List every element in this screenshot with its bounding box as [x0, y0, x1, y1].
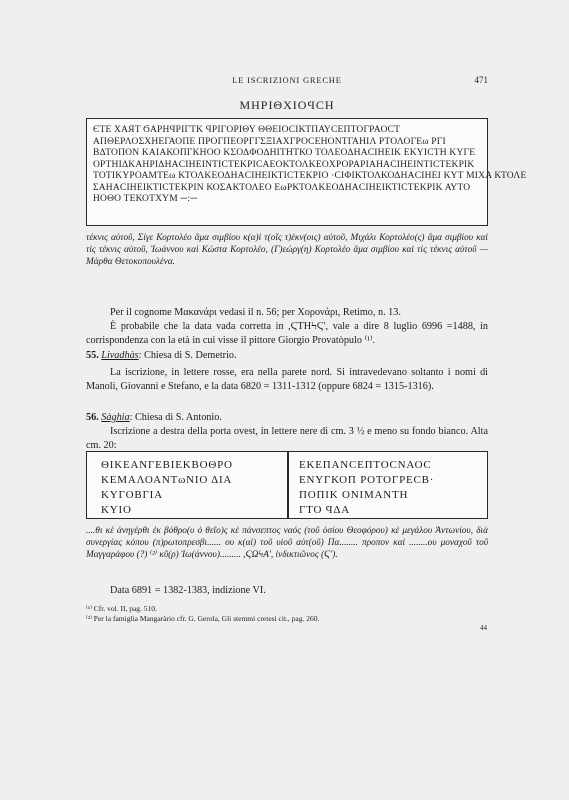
inscription-2-divider: [287, 452, 289, 518]
running-header: [86, 75, 488, 89]
signature-mark: 44: [480, 624, 487, 632]
section-56-place: Sàghia: [101, 412, 130, 423]
section-55-heading: [86, 349, 488, 363]
inscription-1-line: ΒΔΤΟΠΟΝ ΚΑΙΑΚΟΠΓΚΗΟΟ ΚΣΟΔΦΟΔΗΙΤΗΤΚΟ ΤΟΛΕΟΔΗΑCΙΗΕΙΚ ΕΚΥΙCΤΗ ΚΥΓΕ: [93, 148, 476, 158]
inscription-2-line: ΠΟΠΙΚ ΟΝΙΜΑΝΤΗ: [299, 489, 409, 501]
inscription-2-left-column: [101, 458, 281, 518]
section-56-number: 56.: [86, 412, 99, 423]
inscription-2-line: ΕΚΕΠΑΝCΕΠΤΟCΝΑΟC: [299, 459, 432, 471]
section-55-place: Livadhàs: [101, 350, 139, 361]
footnotes: [86, 604, 488, 624]
inscription-1-line: ΑΠΘΕΡΛΟΣΧΗΕΓΑΟΠΕ ΠΡΟΓΠΕΟΡΓΓΣΞΙΑΧΓΡΟCΕΗΟΝΤΓΑΗΙΛ ΡΤΟΛΟΓΕω ΡΓΙ: [93, 136, 446, 147]
section-55-title: : Chiesa di S. Demetrio.: [138, 350, 237, 361]
inscription-heading: ΜΗΡΙΘΧΙΟϤϹΗ: [239, 98, 335, 112]
inscription-2-line: ΕΝΥΓΚΟΠ ΡΟΤΟΓΡΕCΒ·: [299, 474, 435, 486]
footnote: ⁽²⁾ Per la famiglia Mangaràrio cfr. G. Gerola, Gli stemmi cretesi cit., pag. 260.: [86, 614, 320, 623]
inscription-1-line: ΤΟΤΙΚΥΡΟΑΜΤΕω ΚΤΟΛΚΕΟΔΗΑCΙΗΕΙΚΤΙCΤΕΚΡΙΟ ·CΙΦΙΚΤΟΛΚΟΔΗΑCΙΗΕΙ ΚΥΤ ΜΙΧΑ ΚΤΟΛΕ: [93, 171, 527, 181]
date-line: Data 6891 = 1382-1383, indizione VI.: [110, 585, 266, 596]
page-number: 471: [474, 75, 488, 85]
inscription-2-line: ΘΙΚΕΑΝΓΕΒΙΕΚΒΟΘΡΟ: [101, 459, 233, 471]
inscription-1-transliteration: τέκνις αὐτοῦ, Σίγε Κορτολέο ἅμα σιμβίου κ(α)ὶ τ(οῖς τ)έκν(οις) αὐτοῦ, Μιχάλι Κορτολέο(ς) ἅμα σιμβίου καὶ τὶς τέκνις αὐτοῦ, Ἰωάννου καὶ Κώστα Κορτολέο, (Γ)εώργ(η) Κορτολέο ἅμα σιμβίου καὶ τὶς τέκνις αὐτοῦ — Μάρθα Θετοκοπουλένα.: [86, 233, 488, 268]
section-56-title: : Chiesa di S. Antonio.: [129, 412, 222, 423]
inscription-2-line: ΓΤΟ ϤΔΑ: [299, 504, 350, 516]
inscription-2-line: ΚΥΙΟ: [101, 504, 132, 516]
running-title: LE ISCRIZIONI GRECHE: [232, 75, 342, 85]
section-55-number: 55.: [86, 350, 99, 361]
inscription-1-line: ΣΑΗΑCΙΗΕΙΚΤΙCΤΕΚΡΙΝ ΚΟΣΑΚΤΟΛΕΟ ΕωΡΚΤΟΛΚΕΟΔΗΑCΙΗΕΙΚΤΙCΤΕΚΡΙΚ ΑΥΤΟ: [93, 182, 471, 193]
inscription-2-line: ΚΥΓΟΒΓΙΑ: [101, 489, 163, 501]
inscription-1-line: ЄΤΕ ΧΑЯΤ ϬΑΡΗϤΡΙΓΤΚ ϤΡΙΓΟΡΙΘΥ ΘΘΕΙΟCΙΚΤΠΑΥCΕΠΤΟΓΡΑΟCΤ: [93, 125, 401, 135]
section-56-heading: [86, 411, 488, 425]
inscription-1-line: ΟΡΤΗΙΔΚΑΗΡΙΔΗΑCΙΗΕΙΝΤΙCΤΕΚΡΙCΑΕΟΚΤΟΛΚΕΟΧΡΟΡΑΡΙΑΗΑCΙΗΕΙΝΤΙCΤΕΚΡΙΚ: [93, 159, 475, 170]
paragraph-date-correction: È probabile che la data vada corretta in ,ϚΤΗϞϚ', vale a dire 8 luglio 6996 =1488, in corrispondenza con la età in cui visse il pittore Giorgio Provatòpulo ⁽¹⁾.: [86, 321, 488, 346]
inscription-2-transliteration: ....θι κὲ ἀνηγέρθι ἐκ βόθρο(υ ὁ θεῖο)ς κὲ πάνσεπτος ναός (τοῦ ὁσίου Θεοφόρου) κὲ μεγάλου Ἀντωνίου, διὰ συνεργίας κόπου (π)ρωτοπρεσβι...... ου κ(αὶ) τοῦ υἱοῦ αὐτ(οῦ) Πα........ προπον καὶ ........ου μοναχοῦ τοῦ Μαγγαράφου (?) ⁽²⁾ κῦ(ρ) Ἰω(άννου)......... ,ϚΩϞΑ', ἰνδικτιῶνος (Ϛ').: [86, 526, 488, 561]
section-56-text: Iscrizione a destra della porta ovest, in lettere nere di cm. 3 ½ e meno su fondo bianco. Alta cm. 20:: [86, 426, 488, 451]
paragraph-surname-note: Per il cognome Μακανάρι vedasi il n. 56; per Χορονάρι, Retimo, n. 13.: [110, 307, 401, 318]
inscription-1-facsimile: [86, 118, 527, 226]
inscription-2-right-column: [299, 458, 479, 518]
section-55-text: La iscrizione, in lettere rosse, era nella parete nord. Si intravedevano soltanto i nomi di Manoli, Giovanni e Stefano, e la data 6820 = 1311-1312 (oppure 6824 = 1315-1316).: [86, 367, 488, 392]
footnote: ⁽¹⁾ Cfr. vol. II, pag. 510.: [86, 604, 157, 613]
inscription-1-line: ΗΟΘΟ ΤΕΚΟΤΧΥΜ ─:─: [93, 194, 198, 204]
inscription-2-facsimile: [86, 451, 488, 519]
inscription-2-line: ΚΕΜΑΛΟΑΝΤωΝΙΟ ΔΙΑ: [101, 474, 233, 486]
